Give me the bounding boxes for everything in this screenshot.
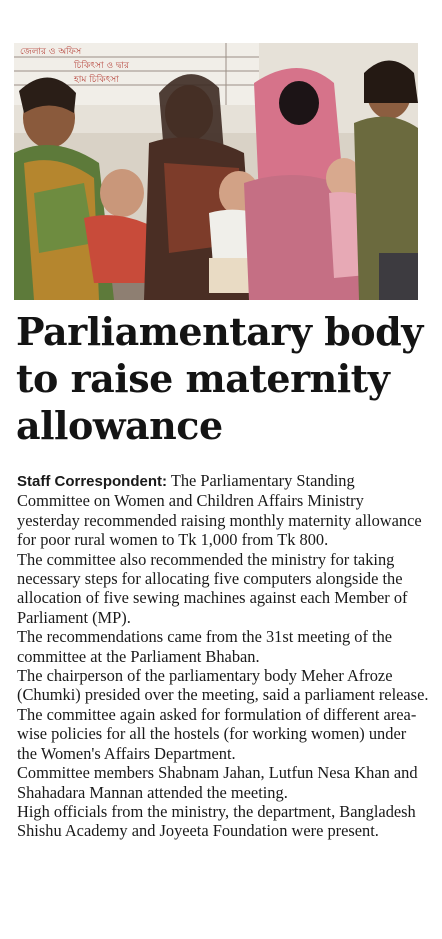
article-paragraph (17, 471, 429, 550)
article-paragraph: The committee again asked for formulation of different area-wise policies for all the hostels (for working women) under the Women's Affairs Department. (17, 704, 417, 763)
article-paragraph: The chairperson of the parliamentary body Meher Afroze (Chumki) presided over the meeting, said a parliament release. (17, 666, 429, 705)
sign-text: হাম চিকিৎসা (74, 75, 119, 85)
news-photo (14, 43, 418, 300)
article-body (17, 471, 429, 841)
article-paragraph: Committee members Shabnam Jahan, Lutfun Nesa Khan and Shahadara Mannan attended the meeting. (17, 763, 418, 802)
article-paragraph: High officials from the ministry, the department, Bangladesh Shishu Academy and Joyeeta Foundation were present. (17, 801, 416, 841)
article-paragraph: The recommendations came from the 31st meeting of the committee at the Parliament Bhaban. (17, 627, 393, 666)
sign-text: চিকিৎসা ও দ্বার (74, 61, 129, 71)
article-paragraph: The committee also recommended the ministry for taking necessary steps for allocating five computers alongside the allocation of five sewing machines against each Member of Parliament (MP). (17, 549, 408, 627)
byline: Staff Correspondent: (17, 473, 167, 490)
headline-line: to raise maternity (16, 356, 390, 401)
paragraph-text: The Parliamentary Standing Committee on Women and Children Affairs Ministry yesterday recommended raising monthly maternity allowance for poor rural women to Tk 1,000 from Tk 800. (17, 471, 422, 550)
sign-text: জেলার ও অফিস (20, 47, 82, 57)
headline-line: Parliamentary body (16, 309, 423, 354)
headline-line: allowance (16, 403, 223, 448)
headline (16, 308, 426, 449)
